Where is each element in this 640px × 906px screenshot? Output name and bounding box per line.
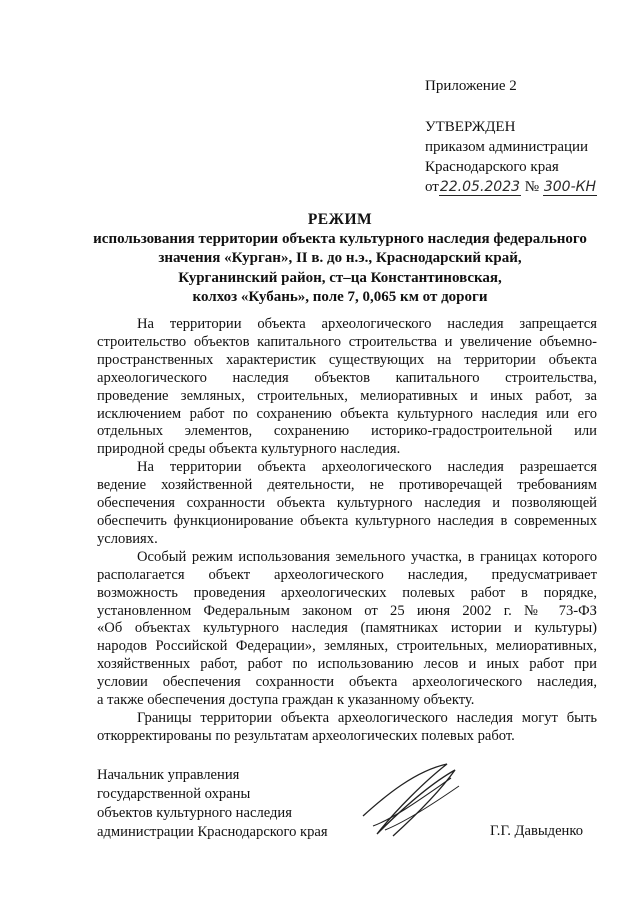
document-title-block xyxy=(40,210,640,308)
approval-block xyxy=(425,117,597,197)
text-line: археологического наследия объектов капитального строительства, xyxy=(97,369,597,386)
text-line: отдельных элементов, сохранению историко-градостроительной или xyxy=(97,423,597,440)
title-line: колхоз «Кубань», поле 7, 0,065 км от дороги xyxy=(192,289,488,305)
text-line: На территории объекта археологического наследия запрещается xyxy=(137,316,597,332)
approval-heading: УТВЕРЖДЕН xyxy=(425,119,516,135)
position-line: государственной охраны xyxy=(97,786,251,802)
text-line: условии обеспечения сохранности объекта археологического наследия, xyxy=(97,674,597,691)
document-title: РЕЖИМ xyxy=(307,211,373,228)
position-line: объектов культурного наследия xyxy=(97,805,292,821)
paragraph-3 xyxy=(97,549,597,710)
text-line: установленном Федеральным законом от 25 июня 2002 г. № 73-ФЗ xyxy=(97,602,597,619)
text-line: природной среды объекта культурного наследия. xyxy=(97,441,401,458)
text-line: Границы территории объекта археологического наследия могут быть xyxy=(137,709,597,726)
text-line: «Об объектах культурного наследия (памятниках истории и культуры) xyxy=(97,620,597,637)
title-line: значения «Курган», II в. до н.э., Краснодарский край, xyxy=(158,250,522,266)
title-line: использования территории объекта культурного наследия федерального xyxy=(93,230,587,247)
order-from-label: от xyxy=(425,179,439,195)
position-line: Начальник управления xyxy=(97,767,240,783)
approval-line-2: Краснодарского края xyxy=(425,159,559,175)
text-line: хозяйственных работ, работ по использованию лесов и иных работ при xyxy=(97,656,597,673)
text-line: строительство объектов капитального строительства и увеличение объемно- xyxy=(97,333,597,350)
order-number-label: № xyxy=(524,179,540,195)
text-line: проведение земляных, строительных, мелиоративных и иных работ, за xyxy=(97,387,597,404)
text-line: располагается объект археологического наследия, предусматривает xyxy=(97,566,597,583)
paragraph-2 xyxy=(97,459,597,549)
approval-line-1: приказом администрации xyxy=(425,139,589,155)
document-body xyxy=(97,316,597,746)
handwritten-signature xyxy=(355,756,465,841)
order-date-number-line xyxy=(425,177,597,197)
text-line: обеспечения сохранности объекта культурного наследия и позволяющей xyxy=(97,495,597,512)
position-line: администрации Краснодарского края xyxy=(97,824,328,840)
text-line: исключением работ по сохранению объекта культурного наследия или его xyxy=(97,405,597,422)
signer-name: Г.Г. Давыденко xyxy=(490,823,584,839)
text-line: народов Российской Федерации», земляных, строительных, мелиоративных, xyxy=(97,638,597,655)
text-line: Особый режим использования земельного участка, в границах которого xyxy=(137,548,597,565)
text-line: возможность проведения археологических полевых работ в порядке, xyxy=(97,584,597,601)
signatory-position xyxy=(97,766,328,842)
text-line: условиях. xyxy=(97,530,158,547)
text-line: На территории объекта археологического наследия разрешается xyxy=(137,459,597,476)
appendix-label: Приложение 2 xyxy=(425,78,517,94)
text-line: ведение хозяйственной деятельности, не противоречащей требованиям xyxy=(97,477,597,494)
order-date: 22.05.2023 xyxy=(439,179,521,195)
text-line: а также обеспечения доступа граждан к указанному объекту. xyxy=(97,692,475,709)
paragraph-4 xyxy=(97,710,597,746)
order-number: 300-КН xyxy=(543,179,597,195)
paragraph-1 xyxy=(97,316,597,459)
text-line: пространственных характеристик существующих на территории объекта xyxy=(97,351,597,368)
text-line: откорректированы по результатам археологических полевых работ. xyxy=(97,727,515,744)
title-line: Курганинский район, ст–ца Константиновская, xyxy=(178,269,502,286)
text-line: обеспечить функционирование объекта культурного наследия в современных xyxy=(97,512,597,529)
